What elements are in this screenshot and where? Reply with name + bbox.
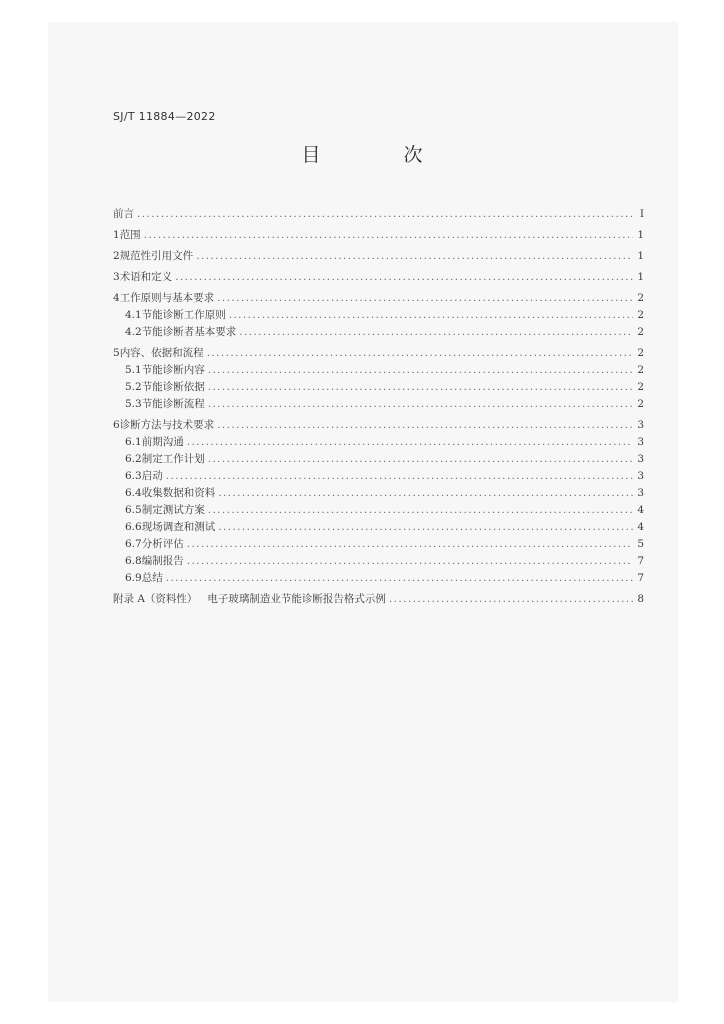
toc-page-number: 3 xyxy=(637,487,644,499)
toc-number: 6.5 xyxy=(125,504,142,516)
toc-number: 5.2 xyxy=(125,381,142,393)
toc-label: 编制报告 xyxy=(141,555,184,567)
toc-label: 内容、依据和流程 xyxy=(119,347,204,359)
toc-number: 6.3 xyxy=(125,470,142,482)
toc-label: 诊断方法与技术要求 xyxy=(119,419,215,431)
toc-leader-dots xyxy=(187,553,633,570)
toc-page-number: 5 xyxy=(637,538,644,550)
toc-leader-dots xyxy=(175,269,633,286)
toc-leader-dots xyxy=(208,379,633,396)
toc-leader-dots xyxy=(208,502,633,519)
toc-number: 2 xyxy=(113,250,120,262)
toc-entry-5-3[interactable] xyxy=(113,396,644,413)
toc-number: 6.9 xyxy=(125,572,142,584)
toc-appendix-title: 电子玻璃制造业节能诊断报告格式示例 xyxy=(207,593,386,605)
toc-entry-foreword[interactable] xyxy=(113,206,644,223)
toc-page-number: 3 xyxy=(637,453,644,465)
toc-label: 术语和定义 xyxy=(119,271,173,283)
toc-leader-dots xyxy=(239,324,633,341)
toc-page-number: 2 xyxy=(637,381,644,393)
toc-label: 收集数据和资料 xyxy=(141,487,216,499)
toc-page-number: 2 xyxy=(637,364,644,376)
toc-page-number: 1 xyxy=(637,229,644,241)
toc-entry-6-5[interactable] xyxy=(113,502,644,519)
toc-entry-6-7[interactable] xyxy=(113,536,644,553)
table-of-contents xyxy=(113,206,644,608)
toc-page-number: 2 xyxy=(637,309,644,321)
toc-label: 分析评估 xyxy=(141,538,184,550)
toc-number: 5.1 xyxy=(125,364,142,376)
toc-label: 节能诊断流程 xyxy=(141,398,205,410)
toc-leader-dots xyxy=(187,434,633,451)
toc-page-number: 3 xyxy=(637,436,644,448)
toc-label: 制定测试方案 xyxy=(141,504,205,516)
toc-entry-2[interactable] xyxy=(113,248,644,265)
toc-label: 范围 xyxy=(119,229,141,241)
toc-entry-6[interactable] xyxy=(113,417,644,434)
toc-label: 节能诊断内容 xyxy=(141,364,205,376)
toc-entry-4-2[interactable] xyxy=(113,324,644,341)
standard-code: SJ/T 11884—2022 xyxy=(113,110,216,123)
toc-page-number: 1 xyxy=(637,271,644,283)
page-title: 目 次 xyxy=(301,144,455,166)
toc-label: 附录 A（资料性） xyxy=(113,593,198,605)
toc-page-number: 2 xyxy=(637,326,644,338)
toc-number: 6.8 xyxy=(125,555,142,567)
toc-label: 规范性引用文件 xyxy=(119,250,194,262)
toc-entry-appendix-a[interactable] xyxy=(113,591,644,608)
toc-entry-6-8[interactable] xyxy=(113,553,644,570)
toc-number: 4 xyxy=(113,292,120,304)
toc-leader-dots xyxy=(208,451,633,468)
toc-page-number: 2 xyxy=(637,292,644,304)
toc-page-number: 4 xyxy=(637,521,644,533)
toc-entry-6-3[interactable] xyxy=(113,468,644,485)
toc-leader-dots xyxy=(166,570,633,587)
toc-leader-dots xyxy=(389,591,633,608)
toc-number: 4.2 xyxy=(125,326,142,338)
toc-number: 1 xyxy=(113,229,120,241)
toc-entry-5[interactable] xyxy=(113,345,644,362)
toc-entry-6-6[interactable] xyxy=(113,519,644,536)
toc-label: 总结 xyxy=(141,572,163,584)
toc-leader-dots xyxy=(208,362,633,379)
toc-page-number: 8 xyxy=(637,593,644,605)
toc-page-number: 7 xyxy=(637,555,644,567)
toc-label: 制定工作计划 xyxy=(141,453,205,465)
toc-leader-dots xyxy=(207,345,633,362)
toc-label: 现场调查和测试 xyxy=(141,521,216,533)
toc-page-number: Ⅰ xyxy=(639,208,644,220)
toc-number: 6.7 xyxy=(125,538,142,550)
toc-leader-dots xyxy=(218,485,633,502)
toc-leader-dots xyxy=(137,206,633,223)
toc-label: 启动 xyxy=(141,470,163,482)
toc-label: 节能诊断依据 xyxy=(141,381,205,393)
toc-entry-3[interactable] xyxy=(113,269,644,286)
toc-leader-dots xyxy=(187,536,633,553)
toc-entry-6-1[interactable] xyxy=(113,434,644,451)
toc-number: 5.3 xyxy=(125,398,142,410)
toc-leader-dots xyxy=(217,290,633,307)
toc-number: 6.6 xyxy=(125,521,142,533)
toc-number: 6 xyxy=(113,419,120,431)
toc-leader-dots xyxy=(217,417,633,434)
toc-leader-dots xyxy=(218,519,633,536)
toc-leader-dots xyxy=(166,468,633,485)
toc-number: 6.1 xyxy=(125,436,142,448)
toc-number: 6.4 xyxy=(125,487,142,499)
toc-page-number: 2 xyxy=(637,347,644,359)
toc-leader-dots xyxy=(144,227,633,244)
toc-page-number: 1 xyxy=(637,250,644,262)
toc-leader-dots xyxy=(229,307,633,324)
toc-entry-6-2[interactable] xyxy=(113,451,644,468)
toc-entry-5-1[interactable] xyxy=(113,362,644,379)
toc-page-number: 7 xyxy=(637,572,644,584)
toc-entry-4-1[interactable] xyxy=(113,307,644,324)
toc-number: 5 xyxy=(113,347,120,359)
toc-entry-4[interactable] xyxy=(113,290,644,307)
toc-label: 节能诊断工作原则 xyxy=(141,309,226,321)
toc-leader-dots xyxy=(196,248,633,265)
toc-page-number: 4 xyxy=(637,504,644,516)
toc-label: 前言 xyxy=(113,208,134,220)
toc-page-number: 2 xyxy=(637,398,644,410)
toc-entry-6-4[interactable] xyxy=(113,485,644,502)
toc-entry-1[interactable] xyxy=(113,227,644,244)
toc-label: 工作原则与基本要求 xyxy=(119,292,215,304)
toc-page-number: 3 xyxy=(637,470,644,482)
toc-label: 节能诊断者基本要求 xyxy=(141,326,237,338)
toc-page-number: 3 xyxy=(637,419,644,431)
toc-number: 3 xyxy=(113,271,120,283)
toc-label: 前期沟通 xyxy=(141,436,184,448)
toc-entry-5-2[interactable] xyxy=(113,379,644,396)
toc-leader-dots xyxy=(208,396,633,413)
toc-number: 6.2 xyxy=(125,453,142,465)
toc-entry-6-9[interactable] xyxy=(113,570,644,587)
toc-number: 4.1 xyxy=(125,309,142,321)
